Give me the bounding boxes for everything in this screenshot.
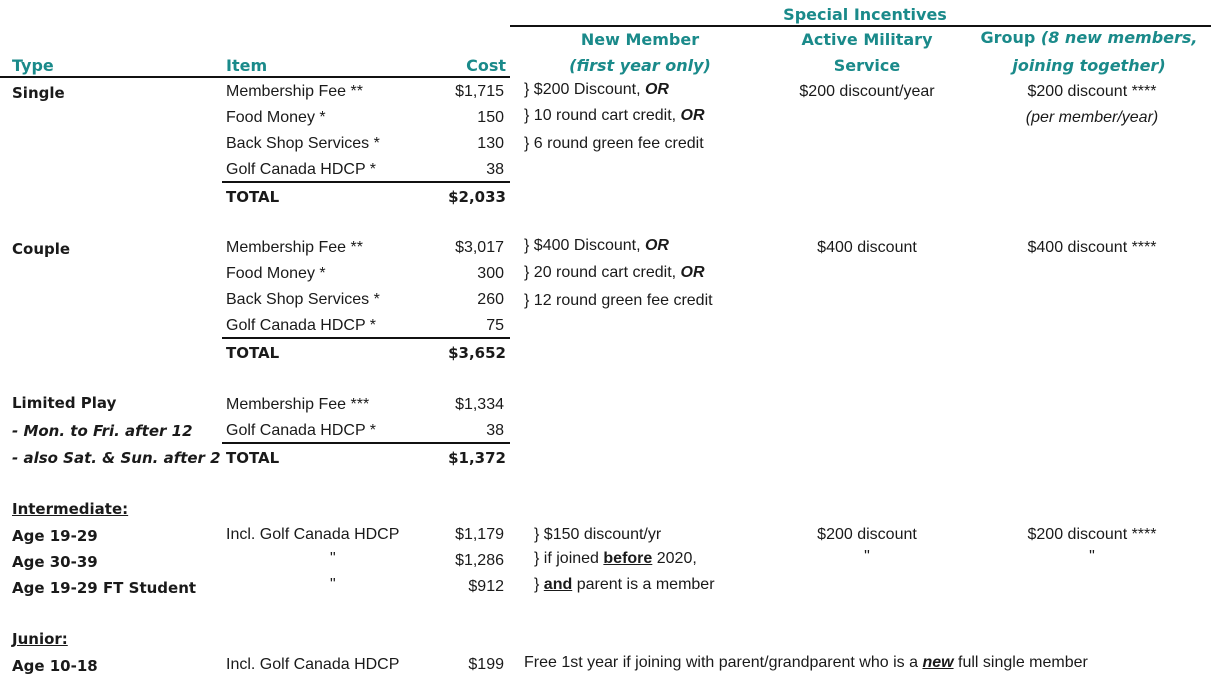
intermediate-item-1: Incl. Golf Canada HDCP [226,526,400,543]
single-cost-hdcp: 38 [486,161,504,178]
limited-total-rule [222,442,510,444]
junior-cost: $199 [468,656,504,673]
group-heading-label: Group [980,28,1041,47]
couple-item-food: Food Money * [226,265,326,282]
couple-nm2-or: OR [680,264,705,281]
single-item-backshop: Back Shop Services * [226,135,380,152]
couple-new-member-3: } 12 round green fee credit [524,292,713,309]
intermediate-cost-3: $912 [468,578,504,595]
single-new-member-2 [524,107,705,125]
single-nm1-or: OR [644,81,669,98]
header-top-rule [510,25,1211,27]
intermediate-new-member-2 [534,550,697,568]
limited-cost-membership: $1,334 [455,396,504,413]
intermediate-cost-1: $1,179 [455,526,504,543]
single-type: Single [12,84,65,102]
limited-item-membership: Membership Fee *** [226,396,370,413]
intermediate-new-member-1: } $150 discount/yr [534,526,662,543]
intermediate-new-member-3 [534,576,715,594]
limited-item-hdcp: Golf Canada HDCP * [226,422,376,439]
intermediate-group: $200 discount **** [1027,526,1157,543]
limited-total-value: $1,372 [448,449,506,467]
couple-cost-backshop: 260 [477,291,504,308]
single-item-hdcp: Golf Canada HDCP * [226,161,376,178]
intermediate-item-3-ditto: " [330,576,336,593]
military-subheading: Service [833,56,901,75]
junior-note-pre: Free 1st year if joining with parent/grandparent who is a [524,654,923,671]
single-military: $200 discount/year [799,83,935,100]
single-nm2-text: } 10 round cart credit, [524,107,681,124]
single-item-food: Food Money * [226,109,326,126]
junior-note-new: new [922,654,954,671]
single-item-membership: Membership Fee ** [226,83,363,100]
couple-military: $400 discount [817,239,917,256]
item-column-header: Item [226,56,268,75]
limited-total-label: TOTAL [226,449,280,467]
couple-new-member-2 [524,264,705,282]
single-total-value: $2,033 [448,188,506,206]
limited-cost-hdcp: 38 [486,422,504,439]
single-total-rule [222,181,510,183]
single-total-label: TOTAL [226,188,280,206]
single-cost-membership: $1,715 [455,83,504,100]
intermediate-nm3-post: parent is a member [572,576,715,593]
single-new-member-1 [524,81,669,99]
cost-column-header: Cost [466,56,506,75]
couple-nm2-text: } 20 round cart credit, [524,264,681,281]
single-nm1-text: } $200 Discount, [524,81,645,98]
single-group: $200 discount **** [1027,83,1157,100]
couple-total-rule [222,337,510,339]
couple-nm1-text: } $400 Discount, [524,237,645,254]
single-nm2-or: OR [680,107,705,124]
couple-new-member-1 [524,237,669,255]
limited-sub2: - also Sat. & Sun. after 2 [12,449,221,467]
couple-total-label: TOTAL [226,344,280,362]
limited-type: Limited Play [12,394,117,412]
type-column-header: Type [12,56,54,75]
junior-note-post: full single member [953,654,1088,671]
couple-total-value: $3,652 [448,344,506,362]
group-subheading: joining together) [1012,56,1166,75]
group-heading-note: (8 new members, [1040,28,1198,47]
intermediate-type-3: Age 19-29 FT Student [12,579,197,597]
single-cost-food: 150 [477,109,504,126]
intermediate-nm2-before: before [603,550,653,567]
junior-type: Age 10-18 [12,657,98,675]
intermediate-nm3-and: and [543,576,573,593]
couple-group: $400 discount **** [1027,239,1157,256]
special-incentives-heading: Special Incentives [783,5,947,24]
couple-nm1-or: OR [644,237,669,254]
intermediate-nm2-pre: } if joined [534,550,604,567]
couple-item-backshop: Back Shop Services * [226,291,380,308]
couple-cost-membership: $3,017 [455,239,504,256]
intermediate-nm3-pre: } [534,576,544,593]
intermediate-heading: Intermediate: [12,500,129,518]
couple-cost-food: 300 [477,265,504,282]
single-cost-backshop: 130 [477,135,504,152]
limited-sub1: - Mon. to Fri. after 12 [12,422,193,440]
new-member-heading: New Member [580,30,700,49]
group-heading [972,28,1206,47]
couple-item-membership: Membership Fee ** [226,239,363,256]
intermediate-group-ditto: " [1089,548,1095,565]
couple-item-hdcp: Golf Canada HDCP * [226,317,376,334]
intermediate-item-2-ditto: " [330,550,336,567]
intermediate-nm2-post: 2020, [652,550,697,567]
couple-cost-hdcp: 75 [486,317,504,334]
couple-type: Couple [12,240,71,258]
intermediate-military: $200 discount [817,526,917,543]
intermediate-type-1: Age 19-29 [12,527,98,545]
new-member-subheading: (first year only) [569,56,711,75]
junior-heading: Junior: [12,630,68,648]
intermediate-military-ditto: " [864,548,870,565]
military-heading: Active Military [801,30,933,49]
junior-note [524,654,1088,672]
single-group-note: (per member/year) [1025,109,1159,126]
intermediate-type-2: Age 30-39 [12,553,98,571]
single-new-member-3: } 6 round green fee credit [524,135,704,152]
header-bottom-rule [0,76,510,78]
junior-item: Incl. Golf Canada HDCP [226,656,400,673]
intermediate-cost-2: $1,286 [455,552,504,569]
